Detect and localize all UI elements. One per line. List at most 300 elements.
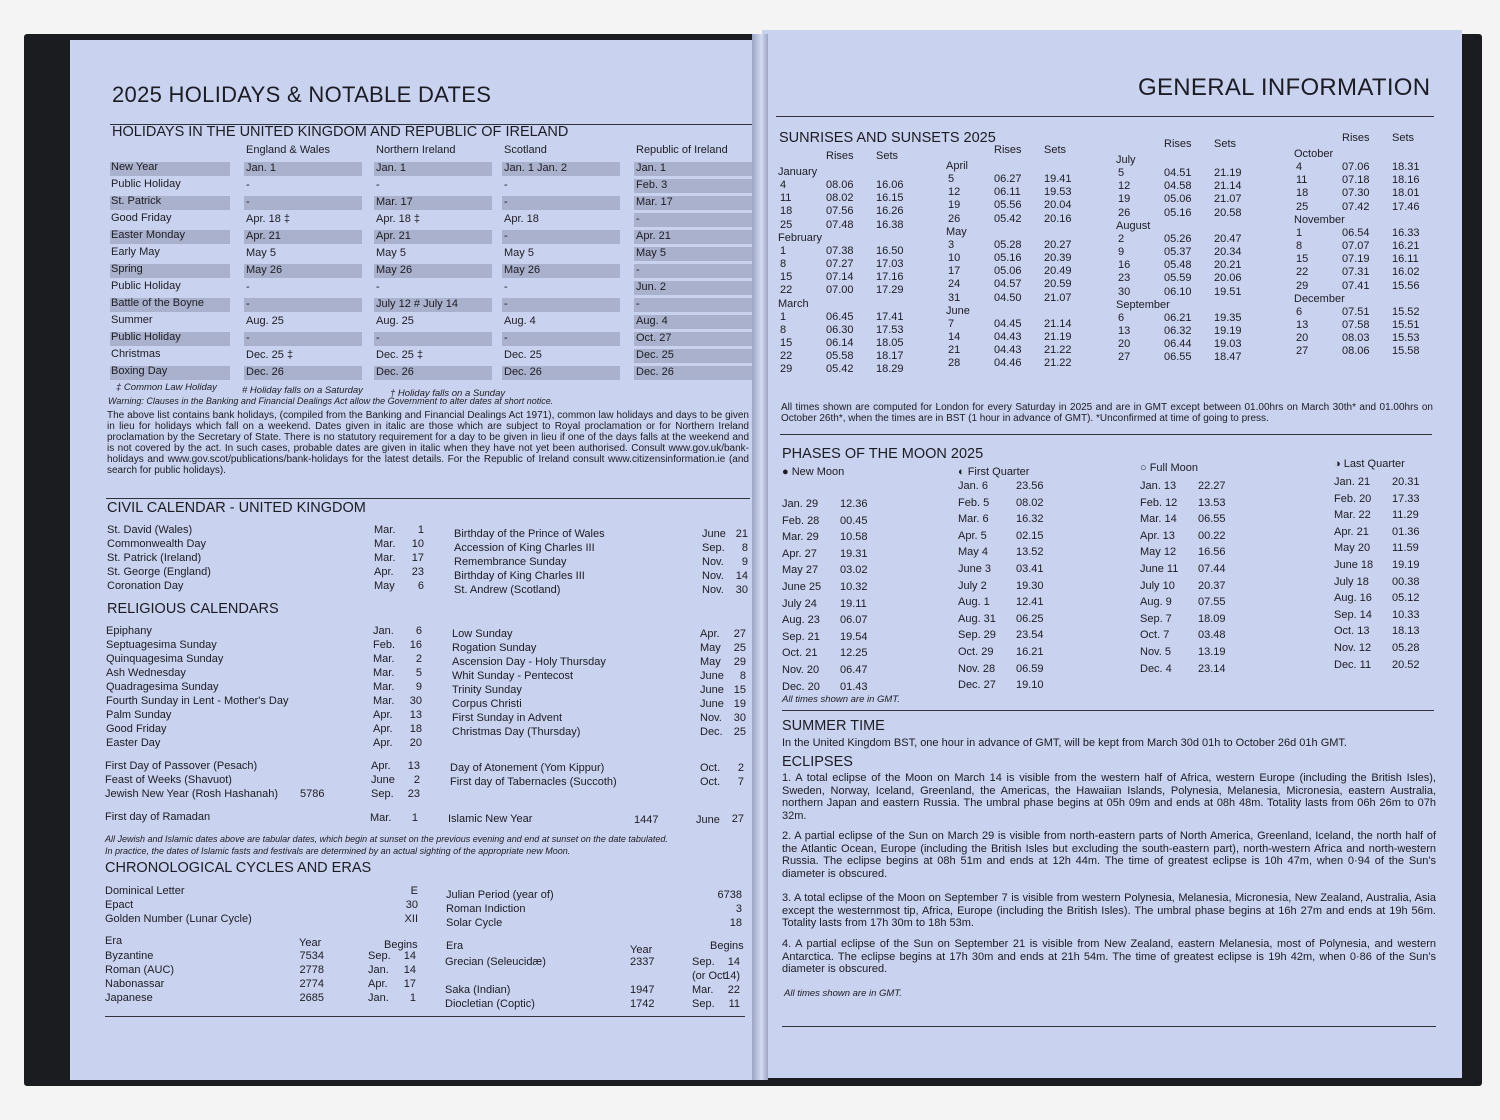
moon-date: Sep. 7 (1140, 612, 1172, 625)
event-year: 1447 (634, 814, 659, 826)
month-label: October (1294, 148, 1334, 160)
era-year: 7534 (299, 950, 324, 962)
sunset-time: 18.47 (1214, 351, 1242, 364)
event-day: 13 (409, 709, 422, 721)
moon-time: 10.33 (1392, 608, 1420, 621)
column-header: Year (630, 944, 653, 956)
sunset-time: 21.22 (1044, 357, 1072, 370)
holiday-date: Mar. 17 (376, 196, 413, 208)
moon-date: Nov. 28 (958, 662, 996, 675)
moon-time: 18.09 (1198, 612, 1226, 625)
sun-day: 20 (1296, 332, 1309, 345)
sun-day: 16 (1118, 259, 1131, 272)
holiday-date: Jan. 1 (636, 162, 666, 174)
section-title: PHASES OF THE MOON 2025 (782, 446, 984, 462)
column-header: Scotland (504, 144, 547, 156)
divider (780, 434, 1432, 435)
title-rule (776, 116, 1434, 117)
sun-day: 2 (1118, 232, 1125, 245)
era-day: 14) (724, 970, 740, 982)
event-month: June (700, 684, 724, 696)
event-name: Good Friday (106, 723, 167, 735)
event-day: 1 (417, 524, 424, 536)
cycle-value: E (410, 885, 418, 897)
moon-time: 06.55 (1198, 513, 1226, 526)
moon-date: Jan. 6 (958, 480, 988, 492)
sunset-time: 17.53 (876, 323, 904, 336)
event-day: 6 (415, 625, 422, 637)
month-label: August (1116, 219, 1151, 232)
holiday-date: - (504, 230, 508, 242)
moon-time: 13.53 (1198, 496, 1226, 509)
sunrise-time: 05.37 (1164, 246, 1192, 258)
sun-day: 11 (780, 192, 792, 205)
event-month: May (700, 642, 721, 654)
month-label: April (946, 160, 969, 172)
sun-day: 31 (948, 291, 961, 304)
era-month: Apr. (368, 978, 388, 990)
sunset-time: 19.41 (1044, 173, 1072, 185)
era-month: Sep. (368, 950, 391, 962)
cycle-name: Dominical Letter (105, 885, 185, 897)
event-month: Apr. (371, 760, 391, 772)
sunrise-time: 06.10 (1164, 285, 1192, 298)
moon-time: 12.25 (840, 647, 868, 660)
sunrise-time: 07.56 (826, 205, 854, 218)
event-name: Fourth Sunday in Lent - Mother's Day (106, 695, 289, 707)
sunrise-time: 04.43 (994, 331, 1022, 343)
era-name: Japanese (105, 992, 153, 1004)
cycle-value: 30 (405, 899, 418, 911)
event-month: May (374, 580, 395, 592)
sunrise-time: 07.42 (1342, 200, 1370, 213)
moon-date: May 20 (1334, 542, 1371, 555)
footnote: All times shown are in GMT. (784, 988, 902, 999)
event-month: Oct. (700, 762, 721, 774)
moon-date: Apr. 21 (1334, 525, 1369, 538)
moon-date: July 24 (782, 597, 817, 610)
holiday-date: - (246, 298, 250, 310)
footnote: All Jewish and Islamic dates above are tabular dates, which begin at sunset on the previous evening and end at sunset on the date tabulated. (105, 834, 668, 844)
holiday-date: Dec. 26 (376, 366, 414, 378)
sun-day: 18 (780, 205, 793, 218)
holiday-date: May 26 (246, 264, 283, 276)
divider (782, 710, 1434, 711)
moon-date: Sep. 21 (782, 630, 820, 643)
sunset-time: 17.41 (876, 310, 904, 323)
page-title: 2025 HOLIDAYS & NOTABLE DATES (112, 82, 492, 107)
event-day: 30 (409, 695, 422, 707)
event-day: 8 (739, 670, 746, 682)
event-month: Dec. (700, 726, 723, 738)
moon-date: May 4 (958, 546, 988, 559)
sun-day: 4 (1296, 161, 1303, 173)
event-name: Palm Sunday (106, 709, 172, 721)
moon-date: Mar. 6 (958, 513, 989, 526)
sun-day: 6 (1118, 311, 1125, 324)
holiday-date: Dec. 26 (246, 366, 284, 378)
sunset-time: 19.53 (1044, 186, 1072, 199)
moon-time: 16.56 (1198, 546, 1226, 559)
column-header: Year (299, 937, 322, 949)
holiday-name: Boxing Day (111, 365, 168, 377)
sunrise-time: 05.16 (1164, 206, 1192, 219)
sunrise-time: 07.41 (1342, 279, 1370, 292)
holiday-date: Oct. 27 (636, 332, 672, 344)
moon-time: 02.15 (1016, 529, 1044, 542)
event-name: Accession of King Charles III (454, 542, 595, 554)
row-shading (244, 298, 362, 312)
column-header: Rises (994, 144, 1022, 156)
era-year: 2778 (299, 964, 324, 976)
sunset-time: 16.50 (876, 244, 904, 257)
sunset-time: 15.52 (1392, 305, 1420, 318)
event-name: Easter Day (106, 737, 161, 749)
section-title: CIVIL CALENDAR - UNITED KINGDOM (107, 500, 366, 516)
event-name: First day of Tabernacles (Succoth) (450, 776, 617, 788)
footnote: All times shown are in GMT. (782, 694, 900, 705)
event-month: Nov. (702, 584, 724, 596)
holiday-date: Apr. 21 (376, 230, 411, 242)
sunset-time: 19.35 (1214, 311, 1242, 324)
cycle-value: XII (404, 913, 418, 925)
event-name: Whit Sunday - Pentecost (452, 670, 574, 682)
event-day: 9 (415, 681, 422, 693)
event-name: Quinquagesima Sunday (106, 653, 224, 665)
event-day: 14 (735, 570, 748, 582)
event-name: Jewish New Year (Rosh Hashanah) (105, 788, 279, 800)
event-day: 27 (733, 628, 746, 640)
moon-time: 19.31 (840, 547, 868, 560)
moon-time: 00.22 (1198, 529, 1226, 542)
holiday-name: Easter Monday (111, 229, 185, 241)
event-month: Nov. (702, 556, 724, 568)
moon-phase-header: ● New Moon (782, 466, 845, 478)
sunset-time: 17.03 (876, 258, 904, 270)
moon-time: 00.45 (840, 514, 868, 527)
era-name: Roman (AUC) (105, 964, 175, 976)
sunset-time: 16.33 (1392, 226, 1420, 239)
event-month: June (702, 528, 726, 540)
moon-time: 03.48 (1198, 629, 1226, 642)
moon-time: 19.19 (1392, 559, 1420, 571)
sunrise-time: 04.58 (1164, 180, 1192, 193)
holiday-date: Apr. 21 (246, 230, 281, 242)
event-name: First Day of Passover (Pesach) (105, 760, 258, 772)
moon-time: 20.52 (1392, 658, 1420, 671)
event-name: First day of Ramadan (105, 811, 211, 823)
sunrise-time: 07.07 (1342, 240, 1370, 252)
moon-date: Sep. 29 (958, 629, 996, 642)
event-name: Corpus Christi (452, 698, 522, 710)
section-title: SUMMER TIME (782, 718, 885, 734)
sun-day: 22 (780, 284, 793, 297)
sun-day: 19 (948, 199, 961, 212)
column-header: Sets (876, 150, 899, 162)
holiday-date: Dec. 25 (636, 349, 674, 361)
moon-time: 19.11 (840, 597, 867, 610)
sunset-time: 16.11 (1392, 253, 1419, 266)
row-shading (502, 230, 620, 244)
sunrise-time: 07.58 (1342, 319, 1370, 331)
holidays-note: The above list contains bank holidays, (compiled from the Banking and Financial Dealings Act 1971), common law holidays and days to be given in lieu for holidays which fall on a weekend. Dates given in italic are those which are subject to Royal proclamation or for Northern Ireland proclamation by the Secretary of State. There is no statutory requirement for a day to be given in lieu if one of the days falls at the weekend and is not covered by the act. In such cases, probable dates are given in italic when they have not yet been authorised. Consult www.gov.uk/bank-holidays and www.gov.scot/publications/bank-holidays for the latest details. For the Republic of Ireland consult www.citizensinformation.ie (and search for public holidays). (107, 410, 749, 476)
event-day: 2 (737, 762, 744, 774)
sun-day: 4 (780, 179, 787, 191)
row-shading (634, 298, 752, 312)
moon-time: 23.56 (1016, 480, 1044, 492)
month-label: November (1294, 213, 1345, 226)
sunset-time: 21.22 (1044, 344, 1072, 357)
holiday-date: - (246, 179, 250, 191)
era-name: Grecian (Seleucidæ) (445, 956, 546, 968)
section-title: HOLIDAYS IN THE UNITED KINGDOM AND REPUBLIC OF IRELAND (112, 124, 569, 140)
cycle-name: Golden Number (Lunar Cycle) (105, 913, 252, 925)
moon-date: Apr. 13 (1140, 529, 1175, 542)
sun-day: 25 (780, 218, 793, 231)
sun-day: 6 (1296, 305, 1303, 318)
sunrise-time: 05.06 (994, 265, 1022, 278)
event-day: 20 (409, 737, 422, 749)
era-year: 2685 (299, 992, 324, 1004)
sunset-time: 21.07 (1214, 193, 1242, 206)
moon-date: July 18 (1334, 575, 1369, 588)
moon-date: May 12 (1140, 546, 1177, 559)
footnote: † Holiday falls on a Sunday (390, 388, 506, 399)
holiday-date: Jun. 2 (636, 281, 666, 293)
sunset-time: 17.46 (1392, 200, 1420, 213)
moon-date: Oct. 7 (1140, 629, 1170, 642)
sun-day: 23 (1118, 272, 1131, 285)
era-name: Diocletian (Coptic) (445, 998, 535, 1010)
month-label: July (1116, 154, 1136, 166)
sun-day: 3 (948, 238, 955, 251)
moon-date: Aug. 1 (958, 596, 990, 609)
sunset-time: 21.07 (1044, 291, 1072, 304)
sunrise-time: 05.42 (994, 212, 1022, 225)
moon-date: Mar. 22 (1334, 509, 1371, 522)
holiday-date: May 26 (504, 264, 541, 276)
moon-date: Mar. 29 (782, 531, 819, 544)
event-day: 30 (735, 584, 748, 596)
event-day: 30 (733, 712, 746, 724)
holiday-name: Battle of the Boyne (111, 297, 204, 309)
footnote: In practice, the dates of Islamic fasts and festivals are determined by an actual sighting of the appropriate new Moon. (105, 846, 571, 856)
moon-time: 06.59 (1016, 662, 1044, 675)
moon-time: 22.27 (1198, 480, 1226, 492)
column-header: Sets (1392, 132, 1415, 144)
sunrise-time: 05.42 (826, 363, 854, 376)
sun-note: All times shown are computed for London for every Saturday in 2025 and are in GMT except between 01.00hrs on March 30th* and 01.00hrs on October 26th*, when the times are in BST (1 hour in advance of GMT). *Unconfirmed at time of going to press. (781, 402, 1433, 424)
era-name: Nabonassar (105, 978, 165, 990)
row-shading (502, 332, 620, 346)
left-page (70, 40, 758, 1080)
holiday-date: Apr. 18 (504, 213, 539, 225)
moon-date: Aug. 9 (1140, 596, 1172, 609)
moon-date: Jan. 21 (1334, 476, 1371, 488)
sun-day: 14 (948, 331, 961, 343)
holiday-date: Dec. 26 (504, 366, 542, 378)
sunset-time: 15.53 (1392, 332, 1420, 345)
moon-date: Aug. 23 (782, 614, 820, 627)
sunrise-time: 06.45 (826, 310, 854, 323)
event-day: 18 (409, 723, 422, 735)
moon-time: 00.38 (1392, 575, 1420, 588)
moon-time: 16.32 (1016, 513, 1044, 526)
sunset-time: 18.05 (876, 337, 904, 349)
cycle-name: Julian Period (year of) (446, 889, 554, 901)
moon-time: 13.19 (1198, 646, 1226, 658)
holiday-date: - (636, 298, 640, 310)
moon-date: Apr. 5 (958, 529, 987, 542)
era-year: 2774 (299, 978, 324, 990)
moon-date: Nov. 12 (1334, 642, 1372, 654)
sun-day: 13 (1118, 325, 1131, 337)
moon-time: 03.02 (840, 564, 868, 577)
sunrise-time: 04.57 (994, 278, 1022, 291)
holiday-date: Aug. 25 (376, 315, 414, 327)
sunset-time: 17.29 (876, 284, 904, 297)
holiday-date: - (246, 281, 250, 293)
sun-day: 26 (948, 212, 961, 225)
row-shading (244, 196, 362, 210)
moon-phase-header: ◑ Last Quarter (1334, 458, 1405, 470)
section-title: CHRONOLOGICAL CYCLES AND ERAS (105, 860, 372, 876)
sunrise-time: 04.51 (1164, 167, 1192, 179)
event-month: May (700, 656, 721, 668)
eclipse-item: 1. A total eclipse of the Moon on March 14 is visible from the western half of Africa, western Europe (including the British Isles), Sweden, Norway, Iceland, Greenland, the Americas, the Hawaiian Islands, Polynesia, Melanesia, Micronesia, eastern Australia, northern Japan and eastern Russia. The umbral phase begins at 05h 09m and ends at 08h 48m. Totality lasts from 06h 26m to 07h 32m. (782, 772, 1436, 822)
event-month: Mar. (373, 653, 395, 665)
event-month: Sep. (702, 542, 725, 554)
column-header: Rises (1342, 132, 1370, 144)
book-gutter (752, 34, 768, 1080)
sunset-time: 18.29 (876, 363, 904, 376)
moon-time: 12.36 (840, 498, 868, 510)
sun-day: 20 (1118, 338, 1131, 351)
moon-time: 06.25 (1016, 612, 1044, 625)
sun-day: 28 (948, 357, 961, 370)
sunset-time: 18.31 (1392, 161, 1420, 173)
moon-date: Oct. 21 (782, 647, 818, 660)
holiday-date: Aug. 25 (246, 315, 284, 327)
event-month: June (700, 698, 724, 710)
sun-day: 29 (780, 363, 793, 376)
sunrise-time: 05.06 (1164, 193, 1192, 206)
sunset-time: 16.02 (1392, 266, 1420, 279)
event-name: Ash Wednesday (106, 667, 186, 679)
holiday-date: Mar. 17 (636, 196, 673, 208)
holiday-date: Apr. 18 ‡ (246, 213, 291, 225)
moon-date: Feb. 5 (958, 496, 990, 509)
event-month: Apr. (374, 566, 394, 578)
event-name: Birthday of the Prince of Wales (454, 528, 605, 540)
month-label: June (946, 304, 970, 317)
event-month: Mar. (374, 524, 396, 536)
moon-time: 07.55 (1198, 596, 1226, 609)
holiday-name: Spring (111, 263, 143, 275)
event-day: 8 (741, 542, 748, 554)
moon-date: Dec. 4 (1140, 662, 1172, 675)
sunrise-time: 07.27 (826, 258, 854, 270)
moon-time: 16.21 (1016, 646, 1044, 658)
moon-time: 01.43 (840, 680, 868, 693)
sunrise-time: 06.21 (1164, 311, 1192, 324)
column-header: Begins (384, 939, 418, 951)
moon-time: 12.41 (1016, 596, 1044, 609)
event-name: Septuagesima Sunday (106, 639, 217, 651)
event-day: 21 (735, 528, 748, 540)
sunset-time: 18.16 (1392, 174, 1420, 187)
event-day: 15 (733, 684, 746, 696)
holiday-name: Good Friday (111, 212, 172, 224)
eclipse-item: 4. A partial eclipse of the Sun on September 21 is visible from New Zealand, eastern Melanesia, most of Polynesia, and western Antarctica. The eclipse begins at 17h 30m and ends at 21h 54m. The time of greatest eclipse is 19h 42m, when 0·86 of the Sun's diameter is obscured. (782, 938, 1436, 975)
cycle-name: Epact (105, 899, 134, 911)
footnote: ‡ Common Law Holiday (116, 382, 217, 393)
sunrise-time: 04.46 (994, 357, 1022, 370)
event-day: 17 (411, 552, 424, 564)
sunset-time: 20.47 (1214, 232, 1242, 245)
footnote: # Holiday falls on a Saturday (242, 385, 363, 396)
sunrise-time: 07.30 (1342, 187, 1370, 200)
sunset-time: 16.15 (876, 192, 904, 205)
event-day: 16 (409, 639, 422, 651)
moon-date: Apr. 27 (782, 547, 817, 560)
moon-time: 10.58 (840, 531, 868, 544)
holiday-date: - (636, 213, 640, 225)
event-month: Mar. (373, 667, 395, 679)
holiday-name: St. Patrick (111, 195, 162, 207)
sunset-time: 21.14 (1214, 180, 1242, 193)
moon-date: Aug. 31 (958, 612, 996, 625)
sunset-time: 20.21 (1214, 259, 1242, 272)
event-month: Nov. (702, 570, 724, 582)
sunset-time: 19.51 (1214, 285, 1242, 298)
moon-date: Aug. 16 (1334, 592, 1372, 605)
moon-time: 19.10 (1016, 679, 1044, 692)
sunset-time: 16.21 (1392, 240, 1420, 252)
sun-day: 1 (780, 310, 787, 323)
event-month: Mar. (374, 538, 396, 550)
era-month: Sep. (692, 998, 715, 1010)
month-label: February (778, 231, 823, 244)
sunrise-time: 07.38 (826, 244, 854, 257)
moon-date: May 27 (782, 564, 819, 577)
event-name: Quadragesima Sunday (106, 681, 219, 693)
section-title: RELIGIOUS CALENDARS (107, 601, 279, 617)
event-day: 2 (413, 774, 420, 786)
month-label: May (946, 225, 967, 238)
moon-time: 01.36 (1392, 525, 1420, 538)
holiday-date: July 12 # July 14 (376, 298, 458, 310)
holiday-date: Feb. 3 (636, 179, 668, 191)
moon-phase-header: ◐ First Quarter (958, 466, 1030, 478)
moon-date: June 3 (958, 563, 992, 575)
event-day: 25 (733, 726, 746, 738)
holiday-date: - (504, 298, 508, 310)
moon-date: Jan. 29 (782, 498, 819, 510)
sunrise-time: 05.26 (1164, 232, 1192, 245)
sunset-time: 20.04 (1044, 199, 1072, 212)
holiday-date: Jan. 1 Jan. 2 (504, 162, 567, 174)
event-month: Mar. (373, 695, 395, 707)
moon-time: 05.12 (1392, 592, 1420, 605)
event-day: 23 (407, 788, 420, 800)
event-day: 6 (417, 580, 424, 592)
sunrise-time: 08.06 (826, 179, 854, 191)
sunrise-time: 07.00 (826, 284, 854, 297)
sunset-time: 20.34 (1214, 246, 1242, 258)
moon-date: Oct. 13 (1334, 625, 1370, 638)
event-month: Mar. (370, 812, 392, 824)
